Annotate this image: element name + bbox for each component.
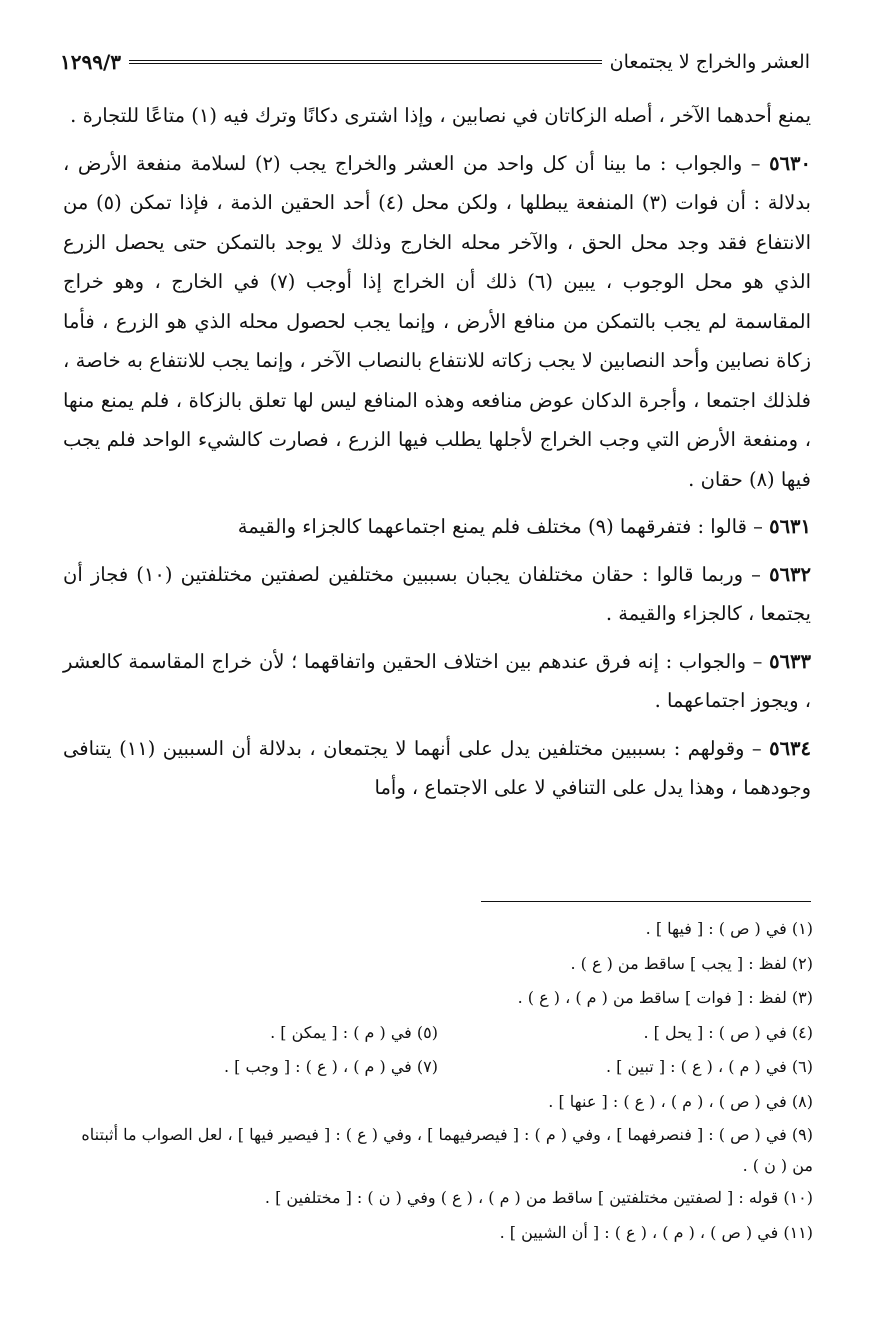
paragraph-text: – والجواب : إنه فرق عندهم بين اختلاف الحقين واتفاقهما ؛ لأن خراج المقاسمة كالعشر ، ويجوز اجتماعهما . [63,649,811,712]
paragraph-number: ٥٦٣١ [769,515,811,538]
header-rule [129,60,602,64]
running-header [60,44,810,80]
footnote: (٦) في ( م ) ، ( ع ) : [ تبين ] . [605,1057,813,1076]
paragraph [63,507,811,547]
footnote: (٧) في ( م ) ، ( ع ) : [ وجب ] . [223,1057,438,1076]
footnote: (١) في ( ص ) : [ فيها ] . [645,919,813,938]
footnote: (٨) في ( ص ) ، ( م ) ، ( ع ) : [ عنها ] . [548,1091,813,1111]
footnote: (١١) في ( ص ) ، ( م ) ، ( ع ) : [ أن الشيين ] . [499,1222,813,1242]
paragraph-text: – وربما قالوا : حقان مختلفان يجبان بسببين مختلفين لصفتين مختلفتين (١٠) فجاز أن يجتمعا ، كالجزاء والقيمة . [63,562,811,625]
paragraph [63,555,811,634]
paragraph-number: ٥٦٣٣ [769,649,811,673]
footnote: (١٠) قوله : [ لصفتين مختلفتين ] ساقط من ( م ) ، ( ع ) وفي ( ن ) : [ مختلفين ] . [264,1188,813,1207]
footnotes [63,912,813,1250]
paragraph-text: يمنع أحدهما الآخر ، أصله الزكاتان في نصابين ، وإذا اشترى دكانًا وترك فيه (١) متاعًا للتجارة . [70,104,811,127]
footnote: (٤) في ( ص ) : [ يحل ] . [643,1022,813,1042]
paragraph [63,96,811,136]
main-text [63,96,811,816]
paragraph-text: – قالوا : فتفرقهما (٩) مختلف فلم يمنع اجتماعهما كالجزاء والقيمة [237,515,770,538]
page-number: ١٢٩٩/٣ [60,50,122,74]
paragraph [63,144,811,500]
paragraph-number: ٥٦٣٢ [769,562,811,586]
footnote: (٢) لفظ : [ يجب ] ساقط من ( ع ) . [570,953,813,973]
paragraph [63,642,811,721]
paragraph-text: – والجواب : ما بينا أن كل واحد من العشر والخراج يجب (٢) لسلامة منفعة الأرض ، بدلالة : أن فوات (٣) المنفعة يبطلها ، ولكن محل (٤) أحد الحقين الذمة ، فإذا تمكن (٥) من الانتفاع فقد وجد محل الحق ، والآخر محله الخارج وذلك لا يوجد بالتمكن حتى يحصل الزرع الذي هو محل الوجوب ، يبين (٦) ذلك أن الخراج إذا أوجب (٧) في الخارج ، وهو خراج المقاسمة لم يجب بالتمكن من منافع الأرض ، وإنما يجب لحصول محله الذي هو الزرع ، فأما زكاة نصابين وأحد النصابين لا يجب زكاته للانتفاع بالنصاب الآخر ، وإنما يجب للانتفاع به خاصة ، فلذلك اجتمعا ، وأجرة الدكان عوض منافعه وهذه المنافع ليس لها تعلق بالزكاة ، فلم يمنع منها ، ومنفعة الأرض التي وجب الخراج لأجلها يطلب فيها الزرع ، فصارت كالشيء الواحد فلم يجب فيها (٨) حقان . [63,151,811,491]
footnote-row [63,1016,813,1051]
footnote: (٩) في ( ص ) : [ فنصرفهما ] ، وفي ( م ) : [ فيصرفيهما ] ، وفي ( ع ) : [ فيصير فيها ] ، لعل الصواب ما أثبتناه من ( ن ) . [81,1125,813,1175]
paragraph [63,729,811,808]
footnote: (٥) في ( م ) : [ يمكن ] . [270,1022,438,1042]
footnote-row [63,1050,813,1085]
running-title: العشر والخراج لا يجتمعان [609,51,810,73]
paragraph-number: ٥٦٣٤ [769,736,811,760]
paragraph-number: ٥٦٣٠ [769,151,811,175]
paragraph-text: – وقولهم : بسببين مختلفين يدل على أنهما لا يجتمعان ، بدلالة أن السببين (١١) يتنافى وجودهما ، وهذا يدل على التنافي لا على الاجتماع ، وأما [63,736,811,799]
footnote: (٣) لفظ : [ فوات ] ساقط من ( م ) ، ( ع ) . [517,988,813,1007]
footnote-separator [481,901,811,902]
